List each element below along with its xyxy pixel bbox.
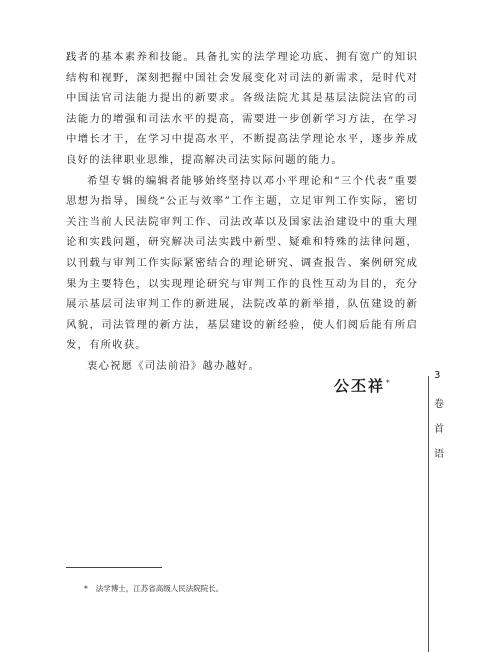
paragraph-2: 希望专辑的编辑者能够始终坚持以邓小平理论和“三个代表”重要思想为指导，围绕“公正与效率”工作主题，立足审判工作实际，密切关注当前人民法院审判工作、司法改革以及国家法治建设中的重大理论和实践问题，研究解决司法实践中新型、疑难和特殊的法律问题，以刊载与审判工作实际紧密结合的理论研究、调查报告、案例研究成果为主要特色，以实现理论研究与审判工作的良性互动为目的，充分展示基层司法审判工作的新进展，法院改革的新举措，队伍建设的新风貌，司法管理的新方法，基层建设的新经验，使人们阅后能有所启发，有所收获。: [66, 174, 418, 352]
paragraph-3: 衷心祝愿《司法前沿》越办越好。: [87, 359, 261, 372]
author-name: 公丕祥: [334, 377, 386, 395]
paragraph-1: 践者的基本素养和技能。具备扎实的法学理论功底、拥有宽广的知识结构和视野，深刻把握中国社会发展变化对司法的新需求，是时代对中国法官司法能力提出的新要求。各级法院尤其是基层法院法官的司法能力的增强和司法水平的提高，需要进一步创新学习方法，在学习中增长才干，在学习中提高水平，不断提高法学理论水平，逐步养成良好的法律职业思维，提高解决司法实际问题的能力。: [66, 51, 418, 166]
footnote-text: 法学博士，江苏省高级人民法院院长。: [95, 584, 224, 593]
page-number: 3: [434, 370, 441, 381]
footnote-rule: [66, 567, 162, 568]
footnote-mark: *: [84, 584, 88, 593]
body-text: [66, 47, 418, 377]
margin-rule: [428, 376, 429, 652]
running-head: [431, 392, 447, 467]
running-head-char: 首: [434, 424, 444, 435]
running-head-char: 卷: [434, 399, 444, 410]
footnote-reference: *: [386, 379, 390, 387]
footnote: [84, 583, 223, 594]
running-head-char: 语: [434, 449, 444, 460]
author-signature: [334, 375, 390, 396]
